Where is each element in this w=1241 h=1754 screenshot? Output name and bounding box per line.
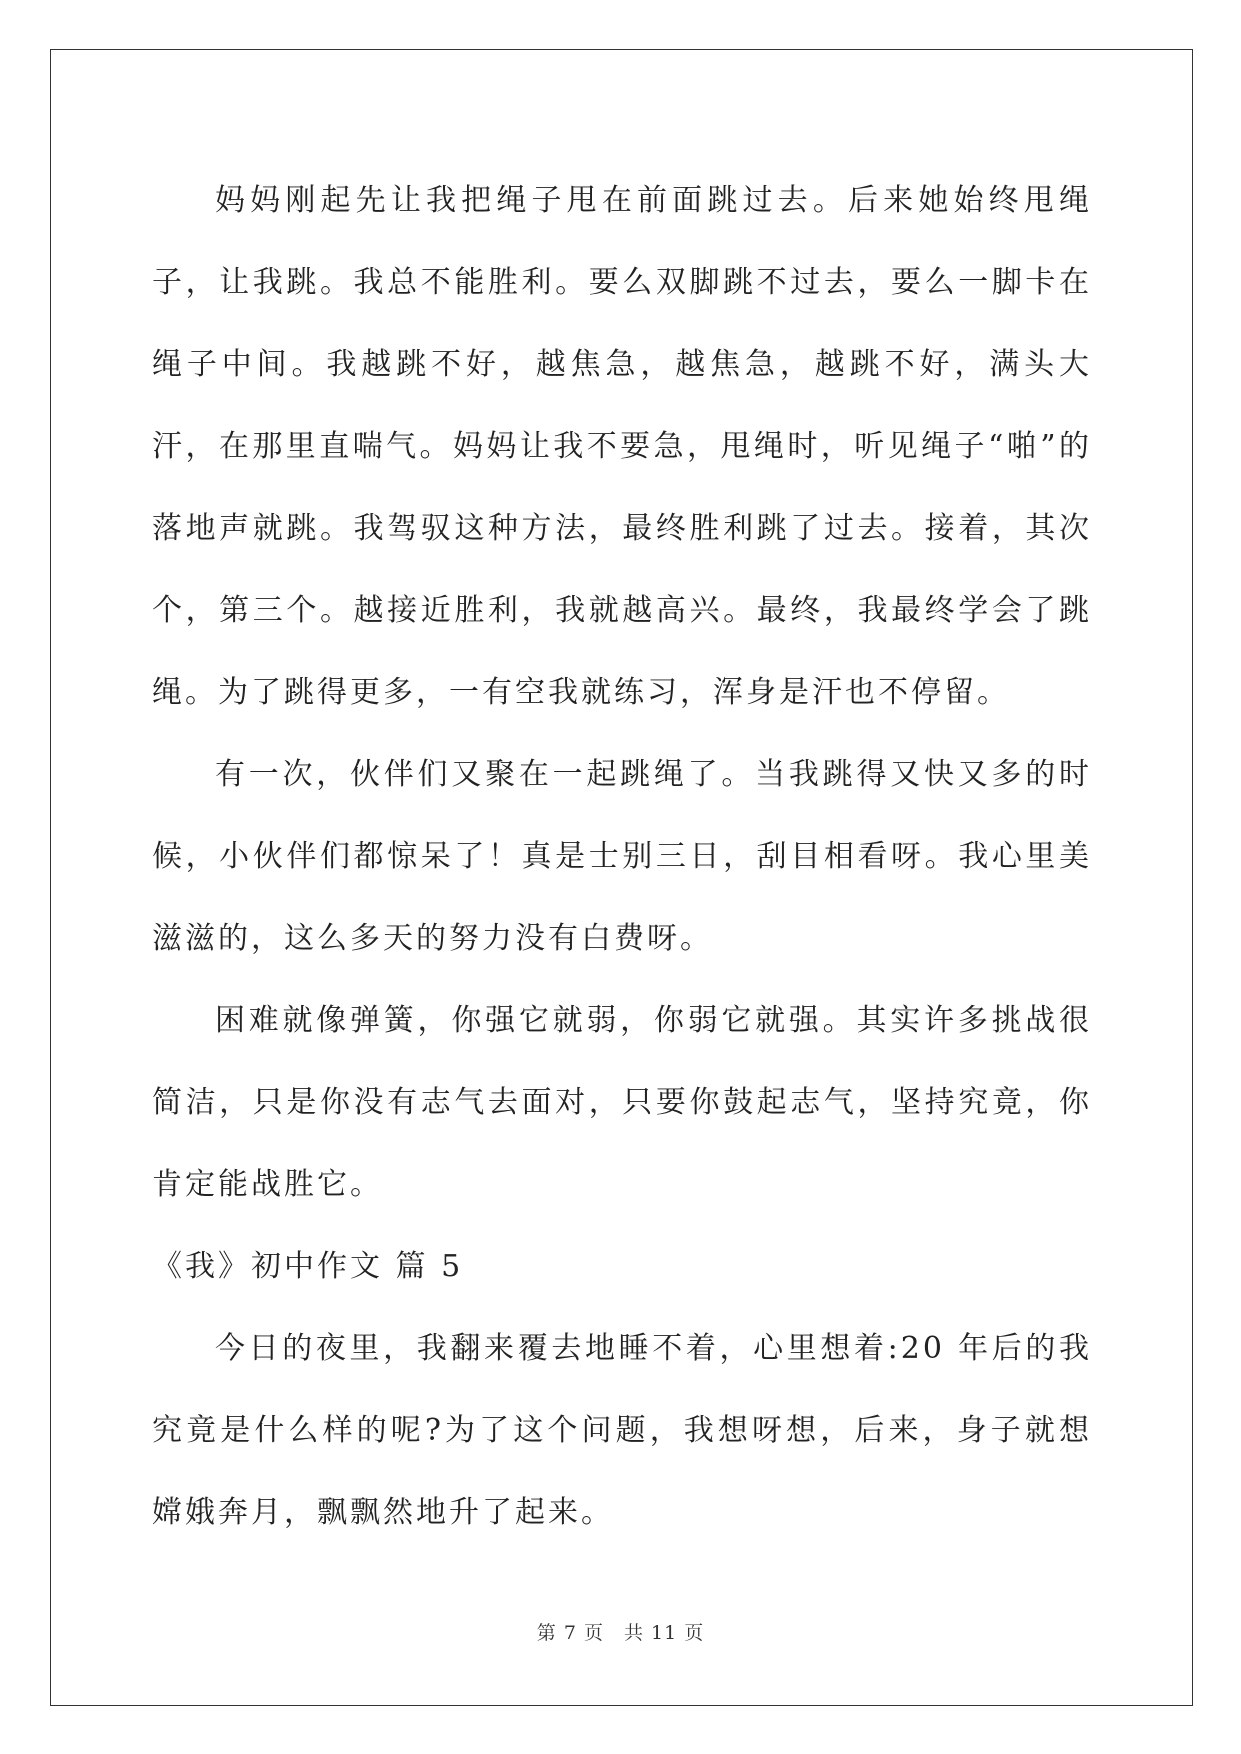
page-footer: 第 7 页 共 11 页 <box>536 1622 705 1644</box>
paragraph-2: 有一次，伙伴们又聚在一起跳绳了。当我跳得又快又多的时候，小伙伴们都惊呆了！真是士别三日，刮目相看呀。我心里美滋滋的，这么多天的努力没有白费呀。 <box>152 757 1092 956</box>
section-paragraph: 今日的夜里，我翻来覆去地睡不着，心里想着:20 年后的我究竟是什么样的呢?为了这个问题，我想呀想，后来，身子就想嫦娥奔月，飘飘然地升了起来。 <box>152 1331 1092 1530</box>
document-body <box>152 160 1092 1554</box>
paragraph-1: 妈妈刚起先让我把绳子甩在前面跳过去。后来她始终甩绳子，让我跳。我总不能胜利。要么双脚跳不过去，要么一脚卡在绳子中间。我越跳不好，越焦急，越焦急，越跳不好，满头大汗，在那里直喘气。妈妈让我不要急，甩绳时，听见绳子“啪”的落地声就跳。我驾驭这种方法，最终胜利跳了过去。接着，其次个，第三个。越接近胜利，我就越高兴。最终，我最终学会了跳绳。为了跳得更多，一有空我就练习，浑身是汗也不停留。 <box>152 183 1092 710</box>
paragraph-3: 困难就像弹簧，你强它就弱，你弱它就强。其实许多挑战很简洁，只是你没有志气去面对，只要你鼓起志气，坚持究竟，你肯定能战胜它。 <box>152 1003 1092 1202</box>
section-heading: 《我》初中作文 篇 5 <box>152 1249 464 1284</box>
